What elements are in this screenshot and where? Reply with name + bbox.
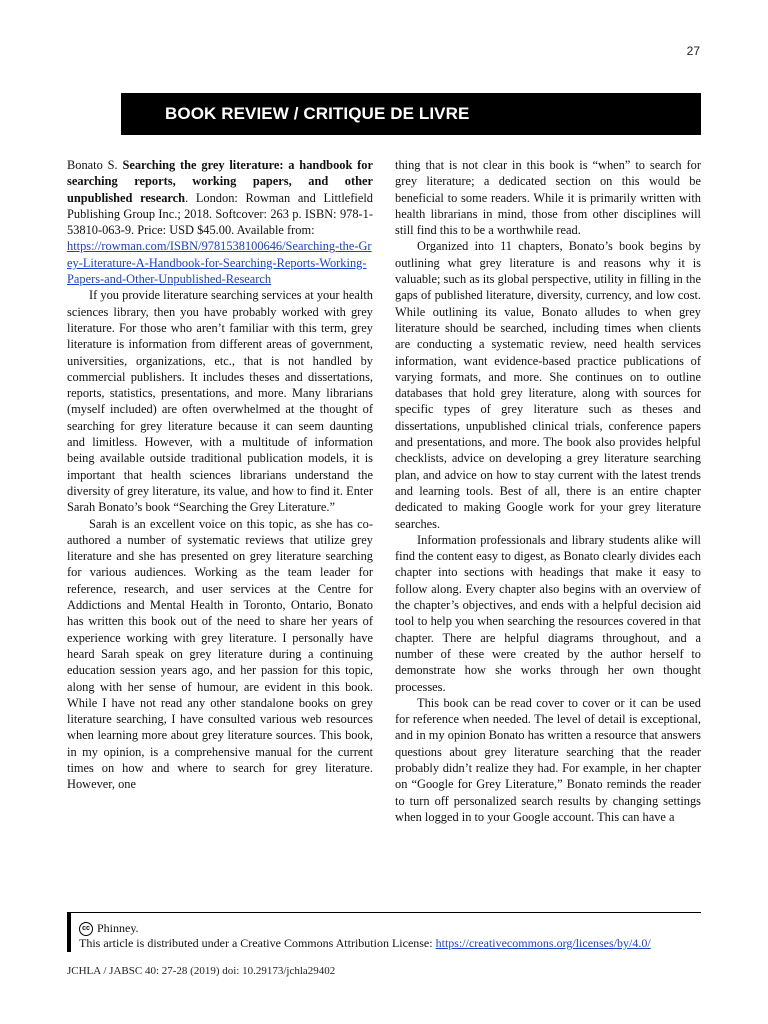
- body-paragraph: This book can be read cover to cover or it can be used for reference when needed. The level of detail is exceptional, and in my opinion Bonato has written a resource that answers questions about grey literature searching that the reader probably didn’t realize they had. For example, in her chapter on “Google for Grey Literature,” Bonato reminds the reader to turn off personalized search results by changing settings when logged in to your Google account. This can have a: [395, 695, 701, 824]
- citation-author: Bonato S.: [67, 158, 118, 172]
- right-column: [395, 157, 701, 825]
- license-url-link[interactable]: https://creativecommons.org/licenses/by/4.0/: [435, 936, 651, 950]
- copyright-holder: Phinney.: [97, 921, 139, 935]
- left-column: [67, 157, 373, 793]
- license-box: [67, 912, 701, 952]
- license-text: This article is distributed under a Creative Commons Attribution License:: [79, 936, 436, 950]
- license-row: [79, 936, 701, 951]
- page-number: 27: [686, 44, 700, 58]
- journal-citation: JCHLA / JABSC 40: 27-28 (2019) doi: 10.29173/jchla29402: [67, 965, 336, 977]
- creative-commons-icon: cc: [79, 922, 93, 936]
- body-paragraph: Organized into 11 chapters, Bonato’s book begins by outlining what grey literature is and reasons why it is valuable; such as its global perspective, utility in filling in the gaps of published literature, diversity, currency, and low cost. While outlining its value, Bonato alludes to when grey literature should be searched, including times when clients are conducting a systematic review, need health services information, want evidence-based practice publications of varying formats, and more. She continues on to outline databases that hold grey literature, along with sources for specific types of grey literature such as theses and dissertations, unpublished clinical trials, conference papers and presentations, and more. The book also provides helpful checklists, advice on developing a grey literature searching plan, and advice on how to stay current with the latest trends and learning tools. Best of all, there is an entire chapter dedicated to making Google work for your grey literature searches.: [395, 239, 701, 531]
- citation-title: Searching the grey literature: a handbook for searching reports, working papers, and other unpublished research: [67, 158, 373, 205]
- section-banner: [121, 93, 701, 135]
- body-paragraph: Information professionals and library students alike will find the content easy to digest, as Bonato clearly divides each chapter into sections with headings that make it easy to follow along. Every chapter also begins with an overview of the chapter’s objectives, and ends with a helpful decision aid tool to help you when searching the resources covered in that chapter. There are helpful diagrams throughout, and a number of these were created by the author herself to demonstrate how she works through her own thought processes.: [395, 532, 701, 694]
- body-paragraph: thing that is not clear in this book is “when” to search for grey literature; a dedicated section on this would be beneficial to some readers. While it is primarily written with health librarians in mind, those from other disciplines will still find this to be a worthwhile read.: [395, 158, 701, 238]
- body-paragraph: If you provide literature searching services at your health sciences library, then you have probably worked with grey literature. For those who aren’t familiar with this term, grey literature is information from different areas of government, universities, organizations, etc., that is not handled by commercial publishers. It includes theses and dissertations, reports, statistics, presentations, and more. Many librarians (myself included) are often overwhelmed at the thought of searching for grey literature because it can seem daunting and limitless. However, with a multitude of information being available outside traditional publication models, it is important that health sciences librarians understand the diversity of grey literature, its value, and how to find it. Enter Sarah Bonato’s book “Searching the Grey Literature.”: [67, 288, 373, 515]
- citation: [67, 157, 373, 287]
- banner-title: BOOK REVIEW / CRITIQUE DE LIVRE: [165, 104, 470, 123]
- citation-publication: . London: Rowman and Littlefield Publishing Group Inc.; 2018. Softcover: 263 p. ISBN: 978-1-53810-063-9. Price: USD $45.00. Available from:: [67, 190, 374, 238]
- copyright-row: [79, 921, 701, 936]
- citation-url-link[interactable]: https://rowman.com/ISBN/9781538100646/Searching-the-Grey-Literature-A-Handbook-for-Searching-Reports-Working-Papers-and-Other-Unpublished-Research: [67, 239, 372, 287]
- body-paragraph: Sarah is an excellent voice on this topic, as she has co-authored a number of systematic reviews that utilize grey literature and she has presented on grey literature searching for various audiences. Working as the team leader for reference, research, and user services at the Centre for Addictions and Mental Health in Toronto, Ontario, Bonato has written this book out of the need to share her years of experience working with grey literature. I personally have heard Sarah speak on grey literature during a continuing education session years ago, and her passion for this topic, along with her sense of humour, are evident in this book. While I have not read any other standalone books on grey literature searching, I have consulted various web resources when learning more about grey literature sources. This book, in my opinion, is a comprehensive manual for the current times on how and where to search for grey literature. However, one: [67, 516, 373, 792]
